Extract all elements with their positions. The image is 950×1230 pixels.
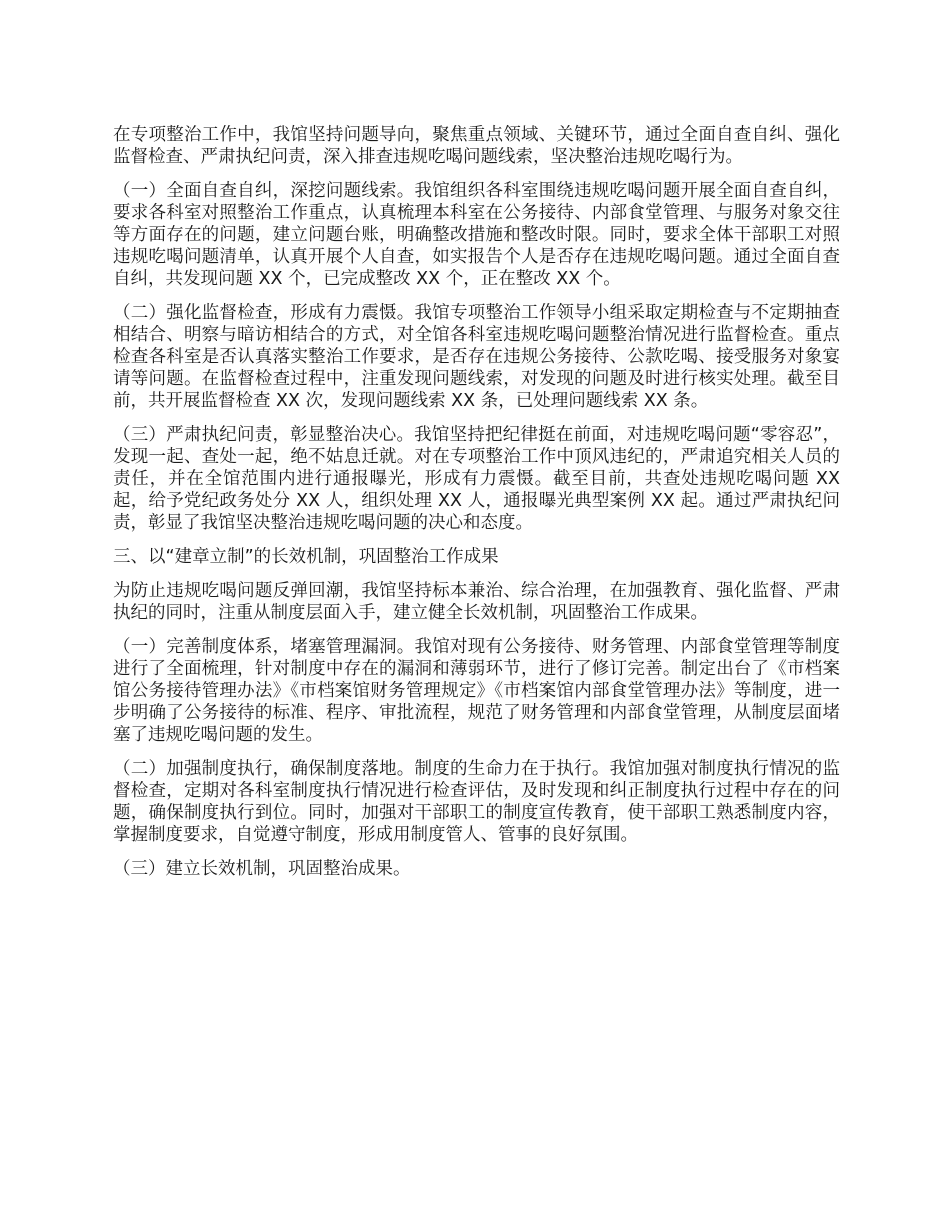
paragraph-supervision: （二）强化监督检查，形成有力震慑。我馆专项整治工作领导小组采取定期检查与不定期抽查相结合、明察与暗访相结合的方式，对全馆各科室违规吃喝问题整治情况进行监督检查。重点检查各科室是否认真落实整治工作要求，是否存在违规公务接待、公款吃喝、接受服务对象宴请等问题。在监督检查过程中，注重发现问题线索，对发现的问题及时进行核实处理。截至目前，共开展监督检查 XX 次，发现问题线索 XX 条，已处理问题线索 XX 条。 (113, 303, 840, 411)
paragraph-self-inspection: （一）全面自查自纠，深挖问题线索。我馆组织各科室围绕违规吃喝问题开展全面自查自纠，要求各科室对照整治工作重点，认真梳理本科室在公务接待、内部食堂管理、与服务对象交往等方面存在的问题，建立问题台账，明确整改措施和整改时限。同时，要求全体干部职工对照违规吃喝问题清单，认真开展个人自查，如实报告个人是否存在违规吃喝问题。通过全面自查自纠，共发现问题 XX 个，已完成整改 XX 个，正在整改 XX 个。 (113, 181, 840, 289)
paragraph-improve-system: （一）完善制度体系，堵塞管理漏洞。我馆对现有公务接待、财务管理、内部食堂管理等制度进行了全面梳理，针对制度中存在的漏洞和薄弱环节，进行了修订完善。制定出台了《市档案馆公务接待管理办法》《市档案馆财务管理规定》《市档案馆内部食堂管理办法》等制度，进一步明确了公务接待的标准、程序、审批流程，规范了财务管理和内部食堂管理，从制度层面堵塞了违规吃喝问题的发生。 (113, 637, 840, 745)
paragraph-enforce-system: （二）加强制度执行，确保制度落地。制度的生命力在于执行。我馆加强对制度执行情况的监督检查，定期对各科室制度执行情况进行检查评估，及时发现和纠正制度执行过程中存在的问题，确保制度执行到位。同时，加强对干部职工的制度宣传教育，使干部职工熟悉制度内容，掌握制度要求，自觉遵守制度，形成用制度管人、管事的良好氛围。 (113, 759, 840, 845)
paragraph-long-term-mechanism: （三）建立长效机制，巩固整治成果。 (113, 859, 411, 879)
paragraph-accountability: （三）严肃执纪问责，彰显整治决心。我馆坚持把纪律挺在前面，对违规吃喝问题“零容忍”，发现一起、查处一起，绝不姑息迁就。对在专项整治工作中顶风违纪的，严肃追究相关人员的责任，并在全馆范围内进行通报曝光，形成有力震慑。截至目前，共查处违规吃喝问题 XX 起，给予党纪政务处分 XX 人，组织处理 XX 人，通报曝光典型案例 XX 起。通过严肃执纪问责，彰显了我馆坚决整治违规吃喝问题的决心和态度。 (113, 425, 840, 533)
document-body (113, 124, 840, 892)
paragraph-intro: 在专项整治工作中，我馆坚持问题导向，聚焦重点领域、关键环节，通过全面自查自纠、强化监督检查、严肃执纪问责，深入排查违规吃喝问题线索，坚决整治违规吃喝行为。 (113, 125, 840, 167)
section-heading-three: 三、以“建章立制”的长效机制，巩固整治工作成果 (113, 547, 499, 567)
paragraph-section-intro: 为防止违规吃喝问题反弹回潮，我馆坚持标本兼治、综合治理，在加强教育、强化监督、严肃执纪的同时，注重从制度层面入手，建立健全长效机制，巩固整治工作成果。 (113, 581, 840, 623)
